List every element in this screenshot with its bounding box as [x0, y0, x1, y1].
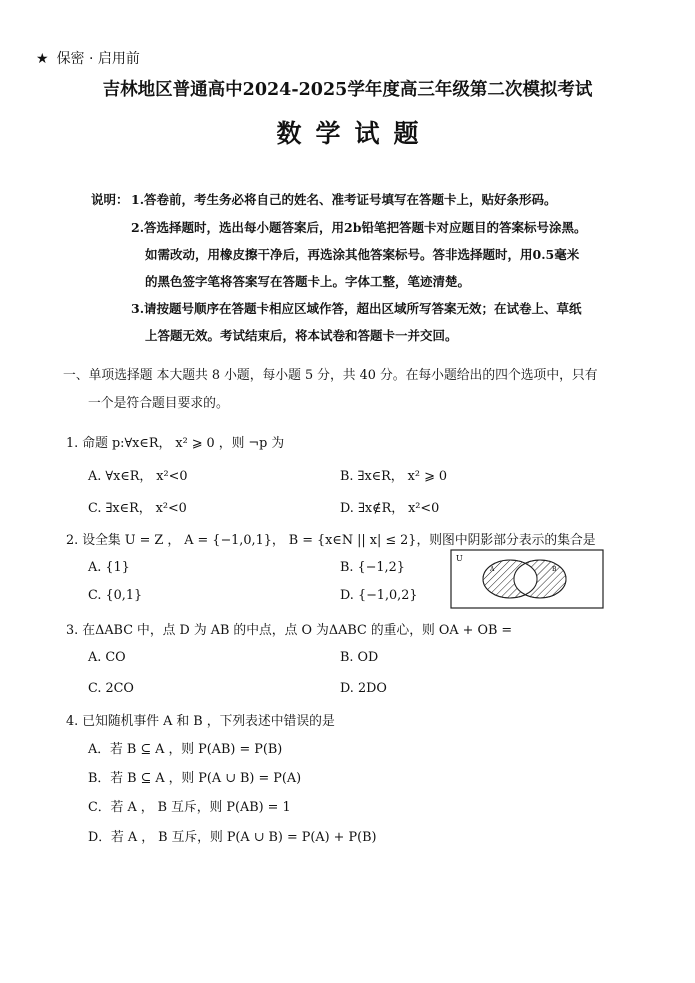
subject-title: 数学试题: [276, 119, 433, 148]
star-icon: ★: [36, 51, 49, 67]
instruction-line-2: 2.答选择题时，选出每小题答案后，用2b铅笔把答题卡对应题目的答案标号涂黑。: [131, 220, 587, 235]
question-4-option-b: B．若 B ⊆ A ，则 P(A ∪ B) = P(A): [88, 771, 302, 786]
instruction-line-1: 1.答卷前，考生务必将自己的姓名、准考证号填写在答题卡上，贴好条形码。: [131, 192, 557, 207]
confidential-mark: [36, 48, 140, 68]
venn-label-u: U: [456, 554, 463, 563]
question-3-option-a: A. CO: [88, 650, 126, 665]
question-4-option-a: A．若 B ⊆ A ，则 P(AB) = P(B): [88, 742, 283, 757]
section-heading: 一、单项选择题 本大题共 8 小题，每小题 5 分，共 40 分。在每小题给出的四个选项中，只有: [63, 368, 598, 383]
question-1-option-a: A. ∀x∈R， x²<0: [88, 469, 188, 484]
question-2-option-d: D. {−1,0,2}: [340, 588, 418, 603]
venn-diagram: [450, 549, 604, 609]
venn-label-a: A: [490, 566, 495, 573]
question-3-option-b: B. OD: [340, 650, 379, 665]
question-2-option-b: B. {−1,2}: [340, 560, 405, 575]
question-2-option-a: A. {1}: [88, 560, 130, 575]
question-2-stem: 2. 设全集 U = Z ， A = {−1,0,1}， B = {x∈N || x| ≤ 2}，则图中阴影部分表示的集合是: [66, 533, 596, 548]
question-3-stem: 3. 在ΔABC 中，点 D 为 AB 的中点，点 O 为ΔABC 的重心，则 OA + OB =: [66, 623, 513, 638]
question-2-option-c: C. {0,1}: [88, 588, 143, 603]
question-1-stem: 1. 命题 p:∀x∈R， x² ⩾ 0 ，则 ¬p 为: [66, 436, 285, 451]
question-4-option-d: D．若 A ， B 互斥，则 P(A ∪ B) = P(A) + P(B): [88, 830, 377, 845]
instruction-line-5: 3.请按题号顺序在答题卡相应区域作答，超出区域所写答案无效；在试卷上、草纸: [131, 301, 582, 316]
confidential-label: 保密 · 启用前: [56, 51, 140, 67]
question-4-option-c: C．若 A ， B 互斥，则 P(AB) = 1: [88, 800, 291, 815]
section-heading-cont: 一个是符合题目要求的。: [88, 396, 229, 411]
question-3-option-c: C. 2CO: [88, 681, 134, 696]
question-1-option-d: D. ∃x∉R， x²<0: [340, 501, 440, 516]
instruction-line-6: 上答题无效。考试结束后，将本试卷和答题卡一并交回。: [145, 328, 458, 343]
question-1-option-b: B. ∃x∈R， x² ⩾ 0: [340, 469, 448, 484]
instruction-line-3: 如需改动，用橡皮擦干净后，再选涂其他答案标号。答非选择题时，用0.5毫米: [145, 247, 580, 262]
exam-title: 吉林地区普通高中2024-2025学年度高三年级第二次模拟考试: [102, 80, 593, 100]
instructions-label: 说明：: [91, 192, 129, 207]
question-3-option-d: D. 2DO: [340, 681, 387, 696]
venn-label-b: B: [552, 566, 557, 573]
question-1-option-c: C. ∃x∈R， x²<0: [88, 501, 187, 516]
instruction-line-4: 的黑色签字笔将答案写在答题卡上。字体工整，笔迹清楚。: [145, 274, 471, 289]
question-4-stem: 4. 已知随机事件 A 和 B ，下列表述中错误的是: [66, 714, 335, 729]
